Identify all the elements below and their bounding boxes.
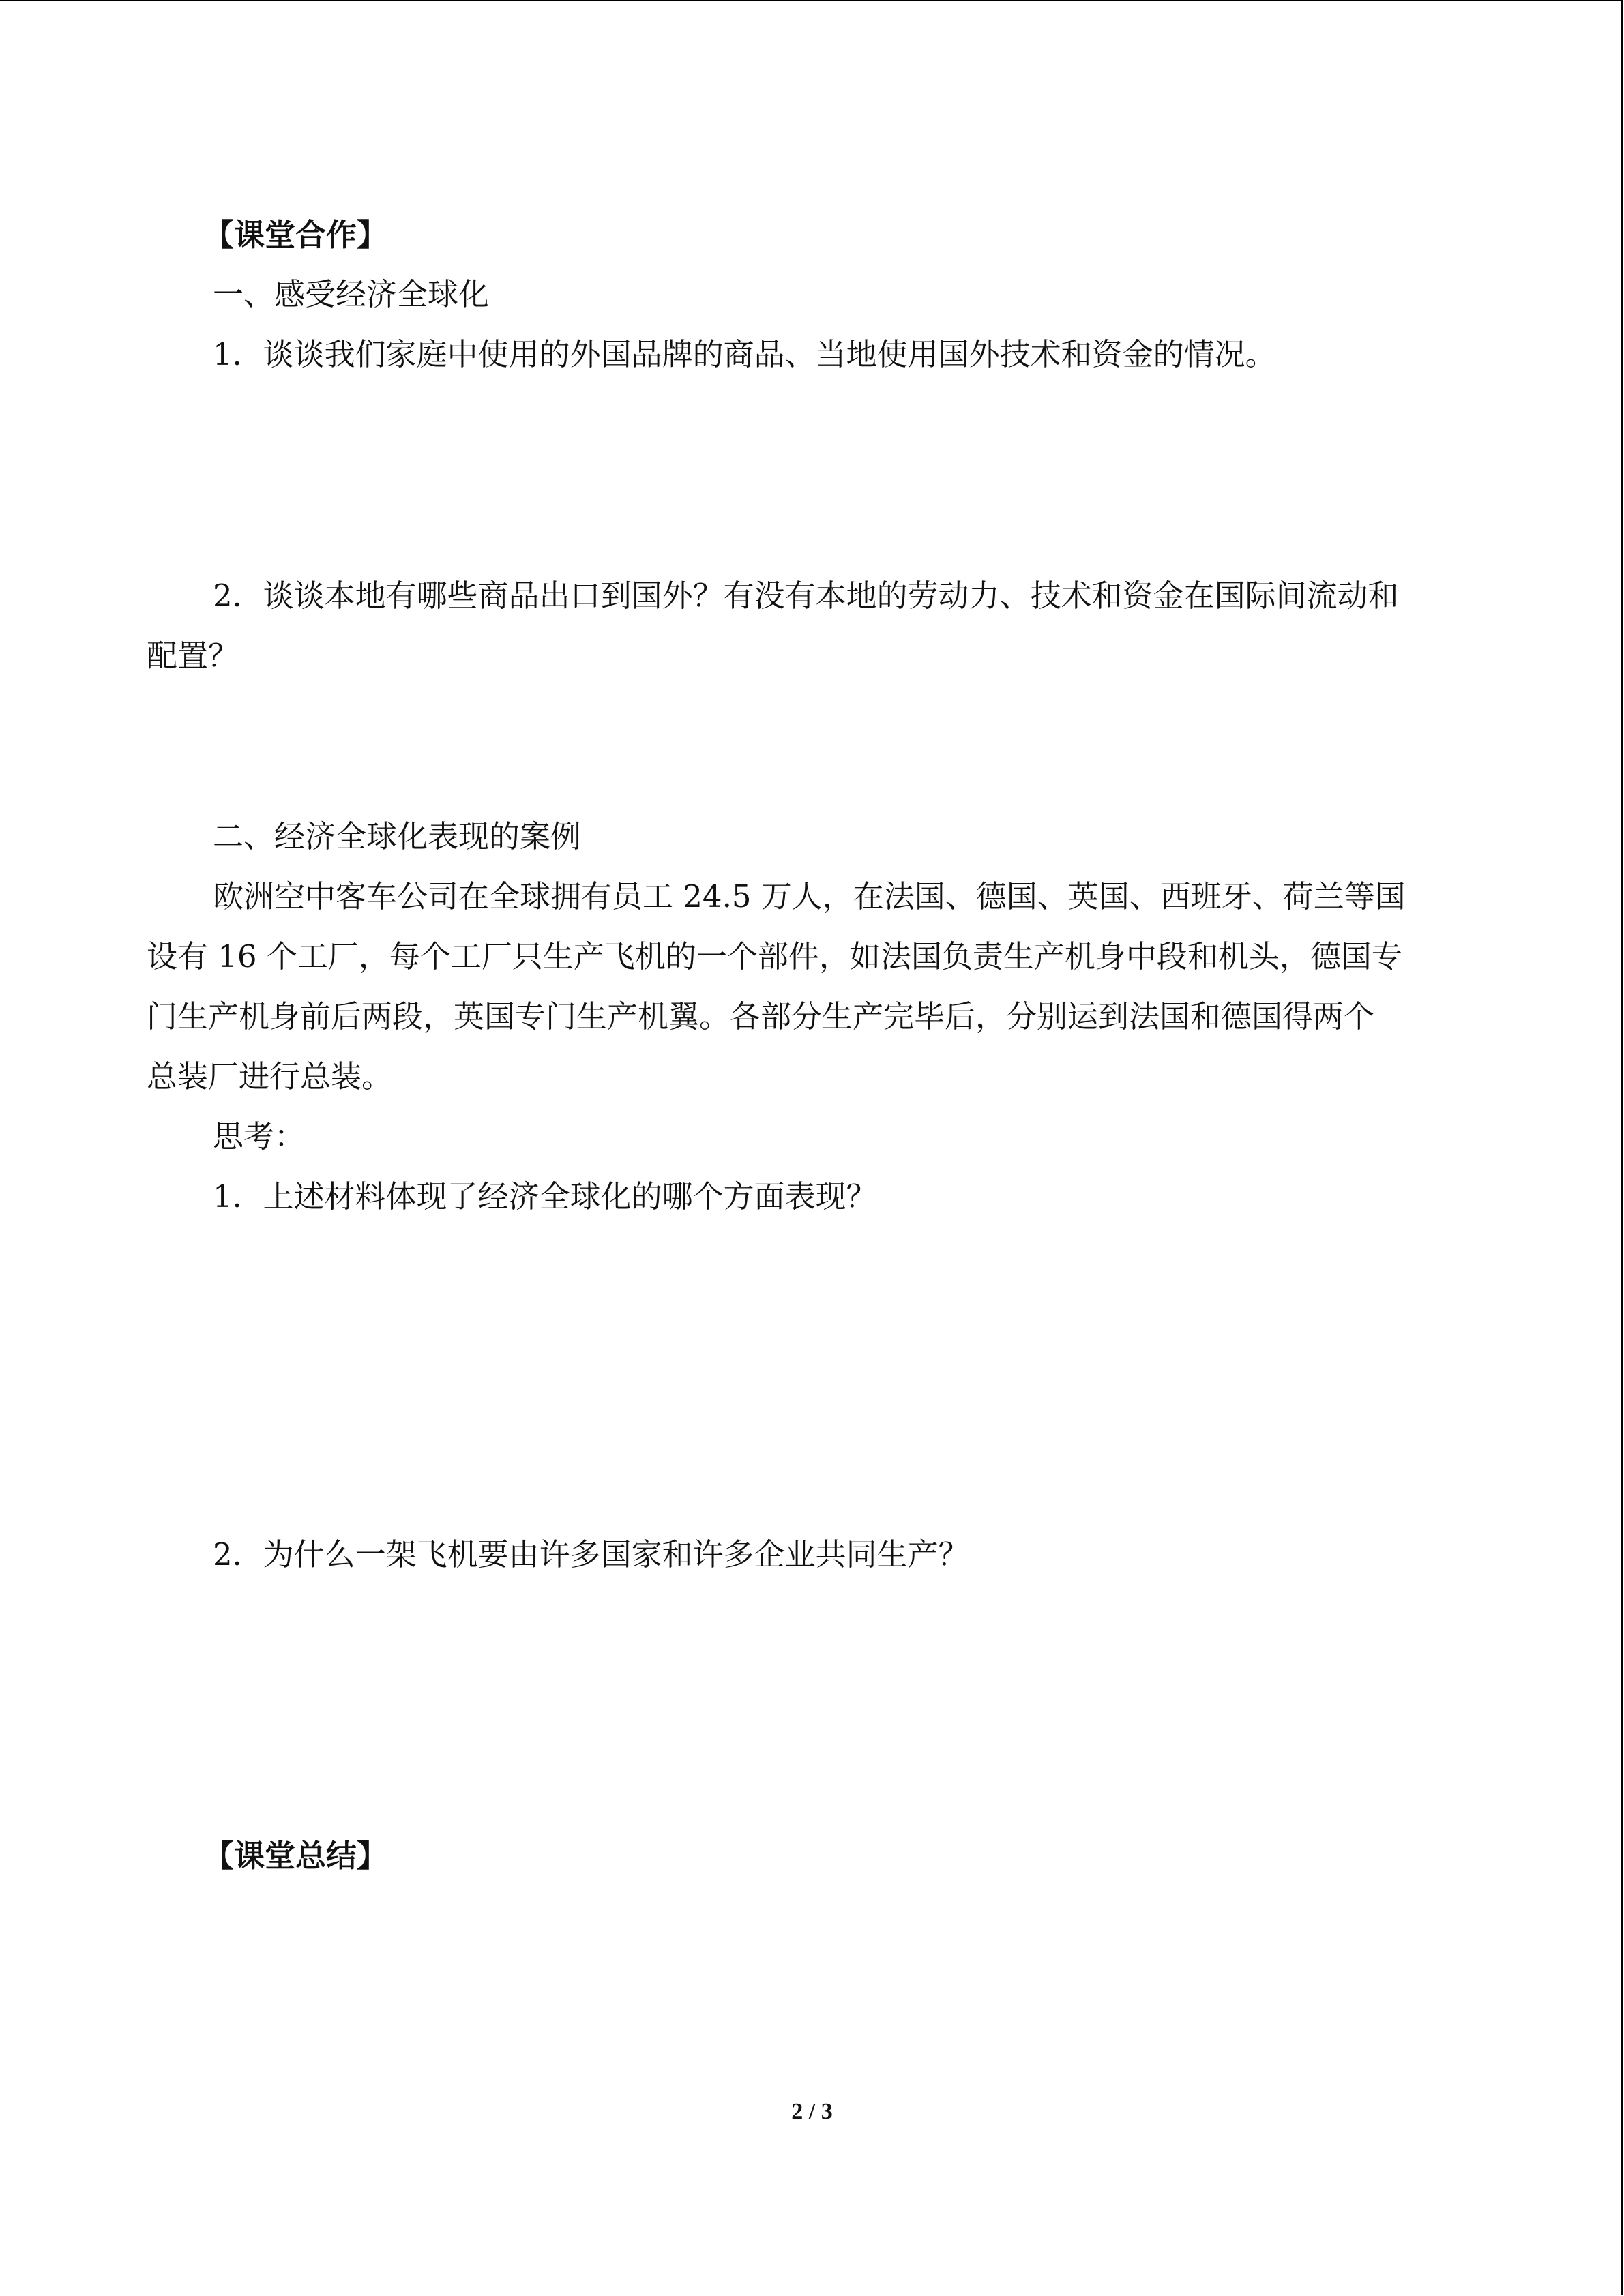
part1-title: 一、感受经济全球化 [213, 276, 490, 312]
section-heading-summary: 【课堂总结】 [203, 1838, 388, 1874]
part1-question-2-line-1: 2．谈谈本地有哪些商品出口到国外？有没有本地的劳动力、技术和资金在国际间流动和 [213, 578, 1399, 614]
part2-title: 二、经济全球化表现的案例 [213, 818, 582, 854]
part2-question-1: 1．上述材料体现了经济全球化的哪个方面表现？ [213, 1178, 877, 1214]
section-heading-cooperation: 【课堂合作】 [203, 217, 388, 253]
part1-question-1: 1．谈谈我们家庭中使用的外国品牌的商品、当地使用国外技术和资金的情况。 [213, 336, 1276, 372]
case-paragraph-line-4: 总装厂进行总装。 [147, 1058, 393, 1094]
part1-question-2-line-2: 配置？ [147, 638, 239, 674]
part2-question-2: 2．为什么一架飞机要由许多国家和许多企业共同生产？ [213, 1536, 969, 1572]
page-number: 2 / 3 [791, 2099, 833, 2124]
think-label: 思考： [213, 1118, 306, 1154]
case-paragraph-line-2: 设有 16 个工厂，每个工厂只生产飞机的一个部件，如法国负责生产机身中段和机头，德国专 [147, 938, 1402, 974]
case-paragraph-line-1: 欧洲空中客车公司在全球拥有员工 24.5 万人，在法国、德国、英国、西班牙、荷兰等国 [213, 878, 1406, 914]
case-paragraph-line-3: 门生产机身前后两段，英国专门生产机翼。各部分生产完毕后，分别运到法国和德国得两个 [147, 998, 1375, 1034]
